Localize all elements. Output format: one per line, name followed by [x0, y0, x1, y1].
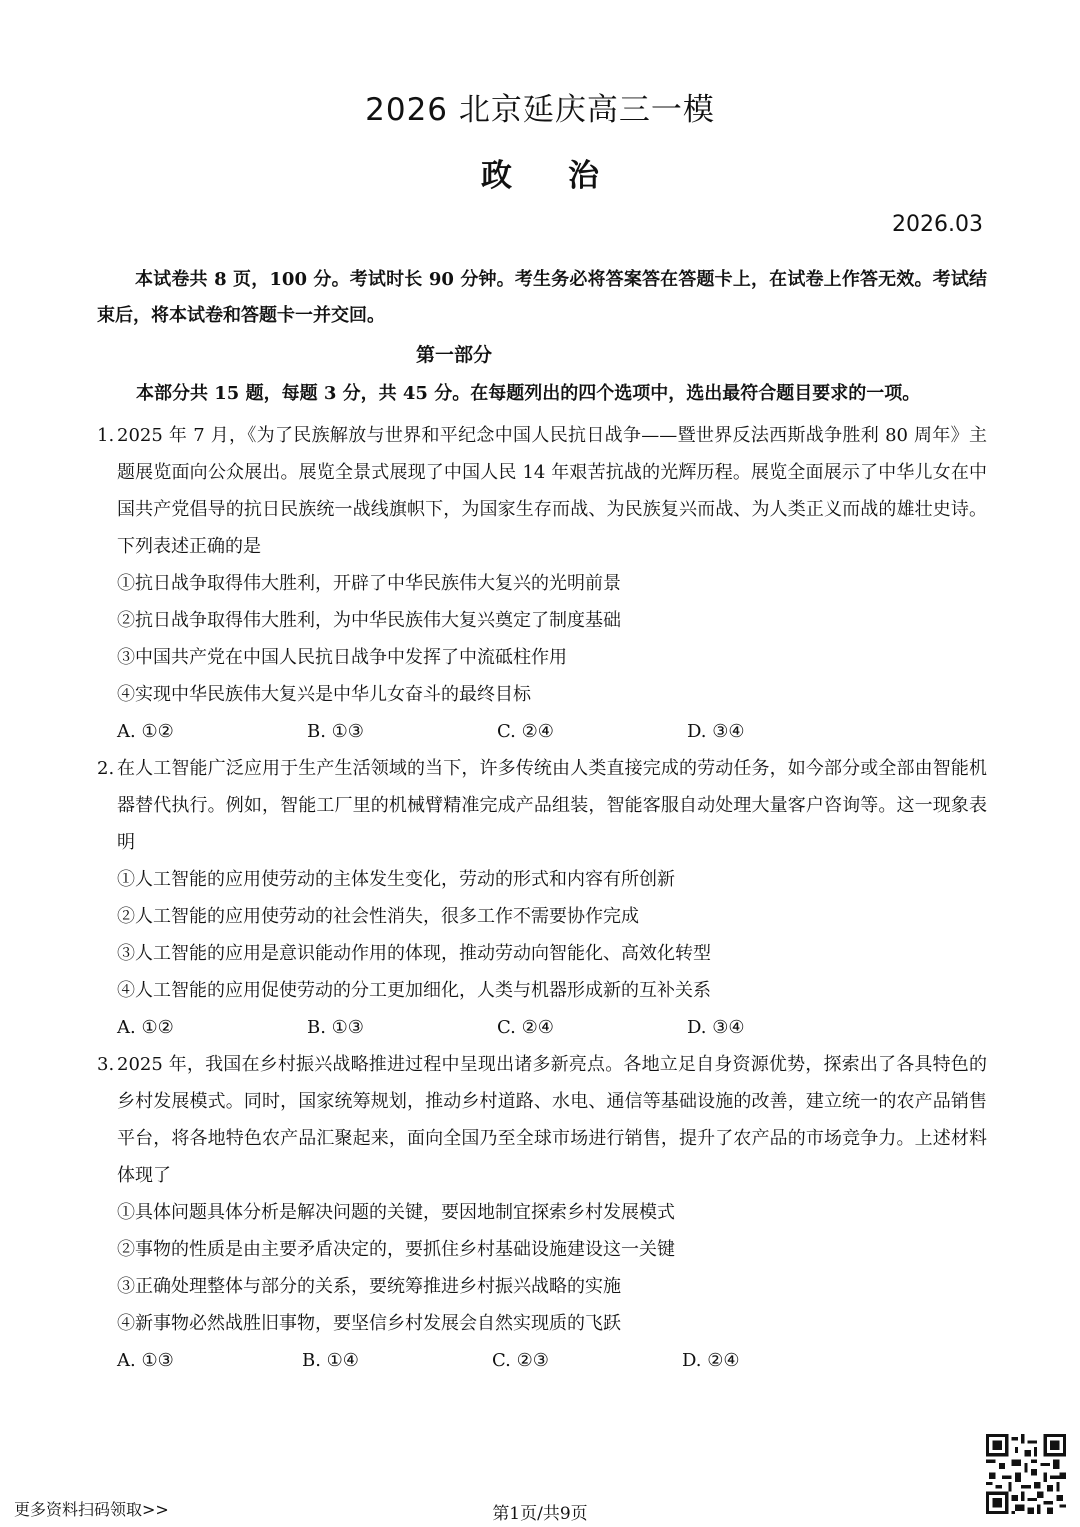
choice-d: D. ②④	[682, 1350, 740, 1371]
section-description: 本部分共 15 题，每题 3 分，共 45 分。在每题列出的四个选项中，选出最符合题目要求的一项。	[136, 383, 921, 404]
answer-choices	[97, 1009, 987, 1046]
exam-date: 2026.03	[892, 212, 983, 237]
choice-c: C. ②④	[497, 721, 554, 742]
subject-char-1: 政	[481, 158, 512, 194]
option-statement: ④实现中华民族伟大复兴是中华儿女奋斗的最终目标	[117, 684, 531, 705]
choice-a: A. ①②	[117, 1017, 174, 1038]
choice-d: D. ③④	[687, 721, 745, 742]
section-title: 第一部分	[415, 344, 492, 366]
question-number: 2.	[97, 758, 115, 779]
option-statement: ④人工智能的应用促使劳动的分工更加细化，人类与机器形成新的互补关系	[117, 980, 711, 1001]
option-statement: ③中国共产党在中国人民抗日战争中发挥了中流砥柱作用	[117, 647, 567, 668]
question-stem: 在人工智能广泛应用于生产生活领域的当下，许多传统由人类直接完成的劳动任务，如今部分或全部由智能机器替代执行。例如，智能工厂里的机械臂精准完成产品组装，智能客服自动处理大量客户咨询等。这一现象表明	[117, 758, 987, 853]
option-statement: ①具体问题具体分析是解决问题的关键，要因地制宜探索乡村发展模式	[117, 1202, 675, 1223]
choice-b: B. ①③	[307, 721, 364, 742]
option-statement: ①抗日战争取得伟大胜利，开辟了中华民族伟大复兴的光明前景	[117, 573, 621, 594]
question-stem: 2025 年，我国在乡村振兴战略推进过程中呈现出诸多新亮点。各地立足自身资源优势，探索出了各具特色的乡村发展模式。同时，国家统筹规划，推动乡村道路、水电、通信等基础设施的改善，建立统一的农产品销售平台，将各地特色农产品汇聚起来，面向全国乃至全球市场进行销售，提升了农产品的市场竞争力。上述材料体现了	[117, 1054, 987, 1186]
question-1	[97, 417, 987, 750]
choice-a: A. ①②	[117, 721, 174, 742]
option-statement: ①人工智能的应用使劳动的主体发生变化，劳动的形式和内容有所创新	[117, 869, 675, 890]
footer-more-resources-link[interactable]: 更多资料扫码领取>>	[14, 1500, 169, 1519]
question-number: 3.	[97, 1054, 115, 1075]
question-number: 1.	[97, 425, 115, 446]
option-statement: ④新事物必然战胜旧事物，要坚信乡村发展会自然实现质的飞跃	[117, 1313, 621, 1334]
page-title: 2026 北京延庆高三一模	[365, 92, 715, 128]
answer-choices	[97, 1342, 987, 1379]
question-list	[97, 417, 987, 1379]
page-number: 第1页/共9页	[492, 1504, 588, 1524]
option-statement: ③正确处理整体与部分的关系，要统筹推进乡村振兴战略的实施	[117, 1276, 621, 1297]
question-3	[97, 1046, 987, 1379]
choice-c: C. ②③	[492, 1350, 549, 1371]
subject-title	[0, 150, 1080, 195]
option-statement: ②抗日战争取得伟大胜利，为中华民族伟大复兴奠定了制度基础	[117, 610, 621, 631]
choice-b: B. ①④	[302, 1350, 359, 1371]
choice-a: A. ①③	[117, 1350, 174, 1371]
choice-c: C. ②④	[497, 1017, 554, 1038]
option-statement: ②人工智能的应用使劳动的社会性消失，很多工作不需要协作完成	[117, 906, 639, 927]
subject-char-2: 治	[568, 158, 599, 194]
question-stem: 2025 年 7 月，《为了民族解放与世界和平纪念中国人民抗日战争——暨世界反法西斯战争胜利 80 周年》主题展览面向公众展出。展览全景式展现了中国人民 14 年艰苦抗战的光辉历程。展览全面展示了中华儿女在中国共产党倡导的抗日民族统一战线旗帜下，为国家生存而战、为民族复兴而战、为人类正义而战的雄壮史诗。下列表述正确的是	[117, 425, 987, 557]
exam-notice: 本试卷共 8 页，100 分。考试时长 90 分钟。考生务必将答案答在答题卡上，在试卷上作答无效。考试结束后，将本试卷和答题卡一并交回。	[97, 269, 987, 326]
choice-d: D. ③④	[687, 1017, 745, 1038]
choice-b: B. ①③	[307, 1017, 364, 1038]
option-statement: ②事物的性质是由主要矛盾决定的，要抓住乡村基础设施建设这一关键	[117, 1239, 675, 1260]
answer-choices	[97, 713, 987, 750]
question-2	[97, 750, 987, 1046]
option-statement: ③人工智能的应用是意识能动作用的体现，推动劳动向智能化、高效化转型	[117, 943, 711, 964]
